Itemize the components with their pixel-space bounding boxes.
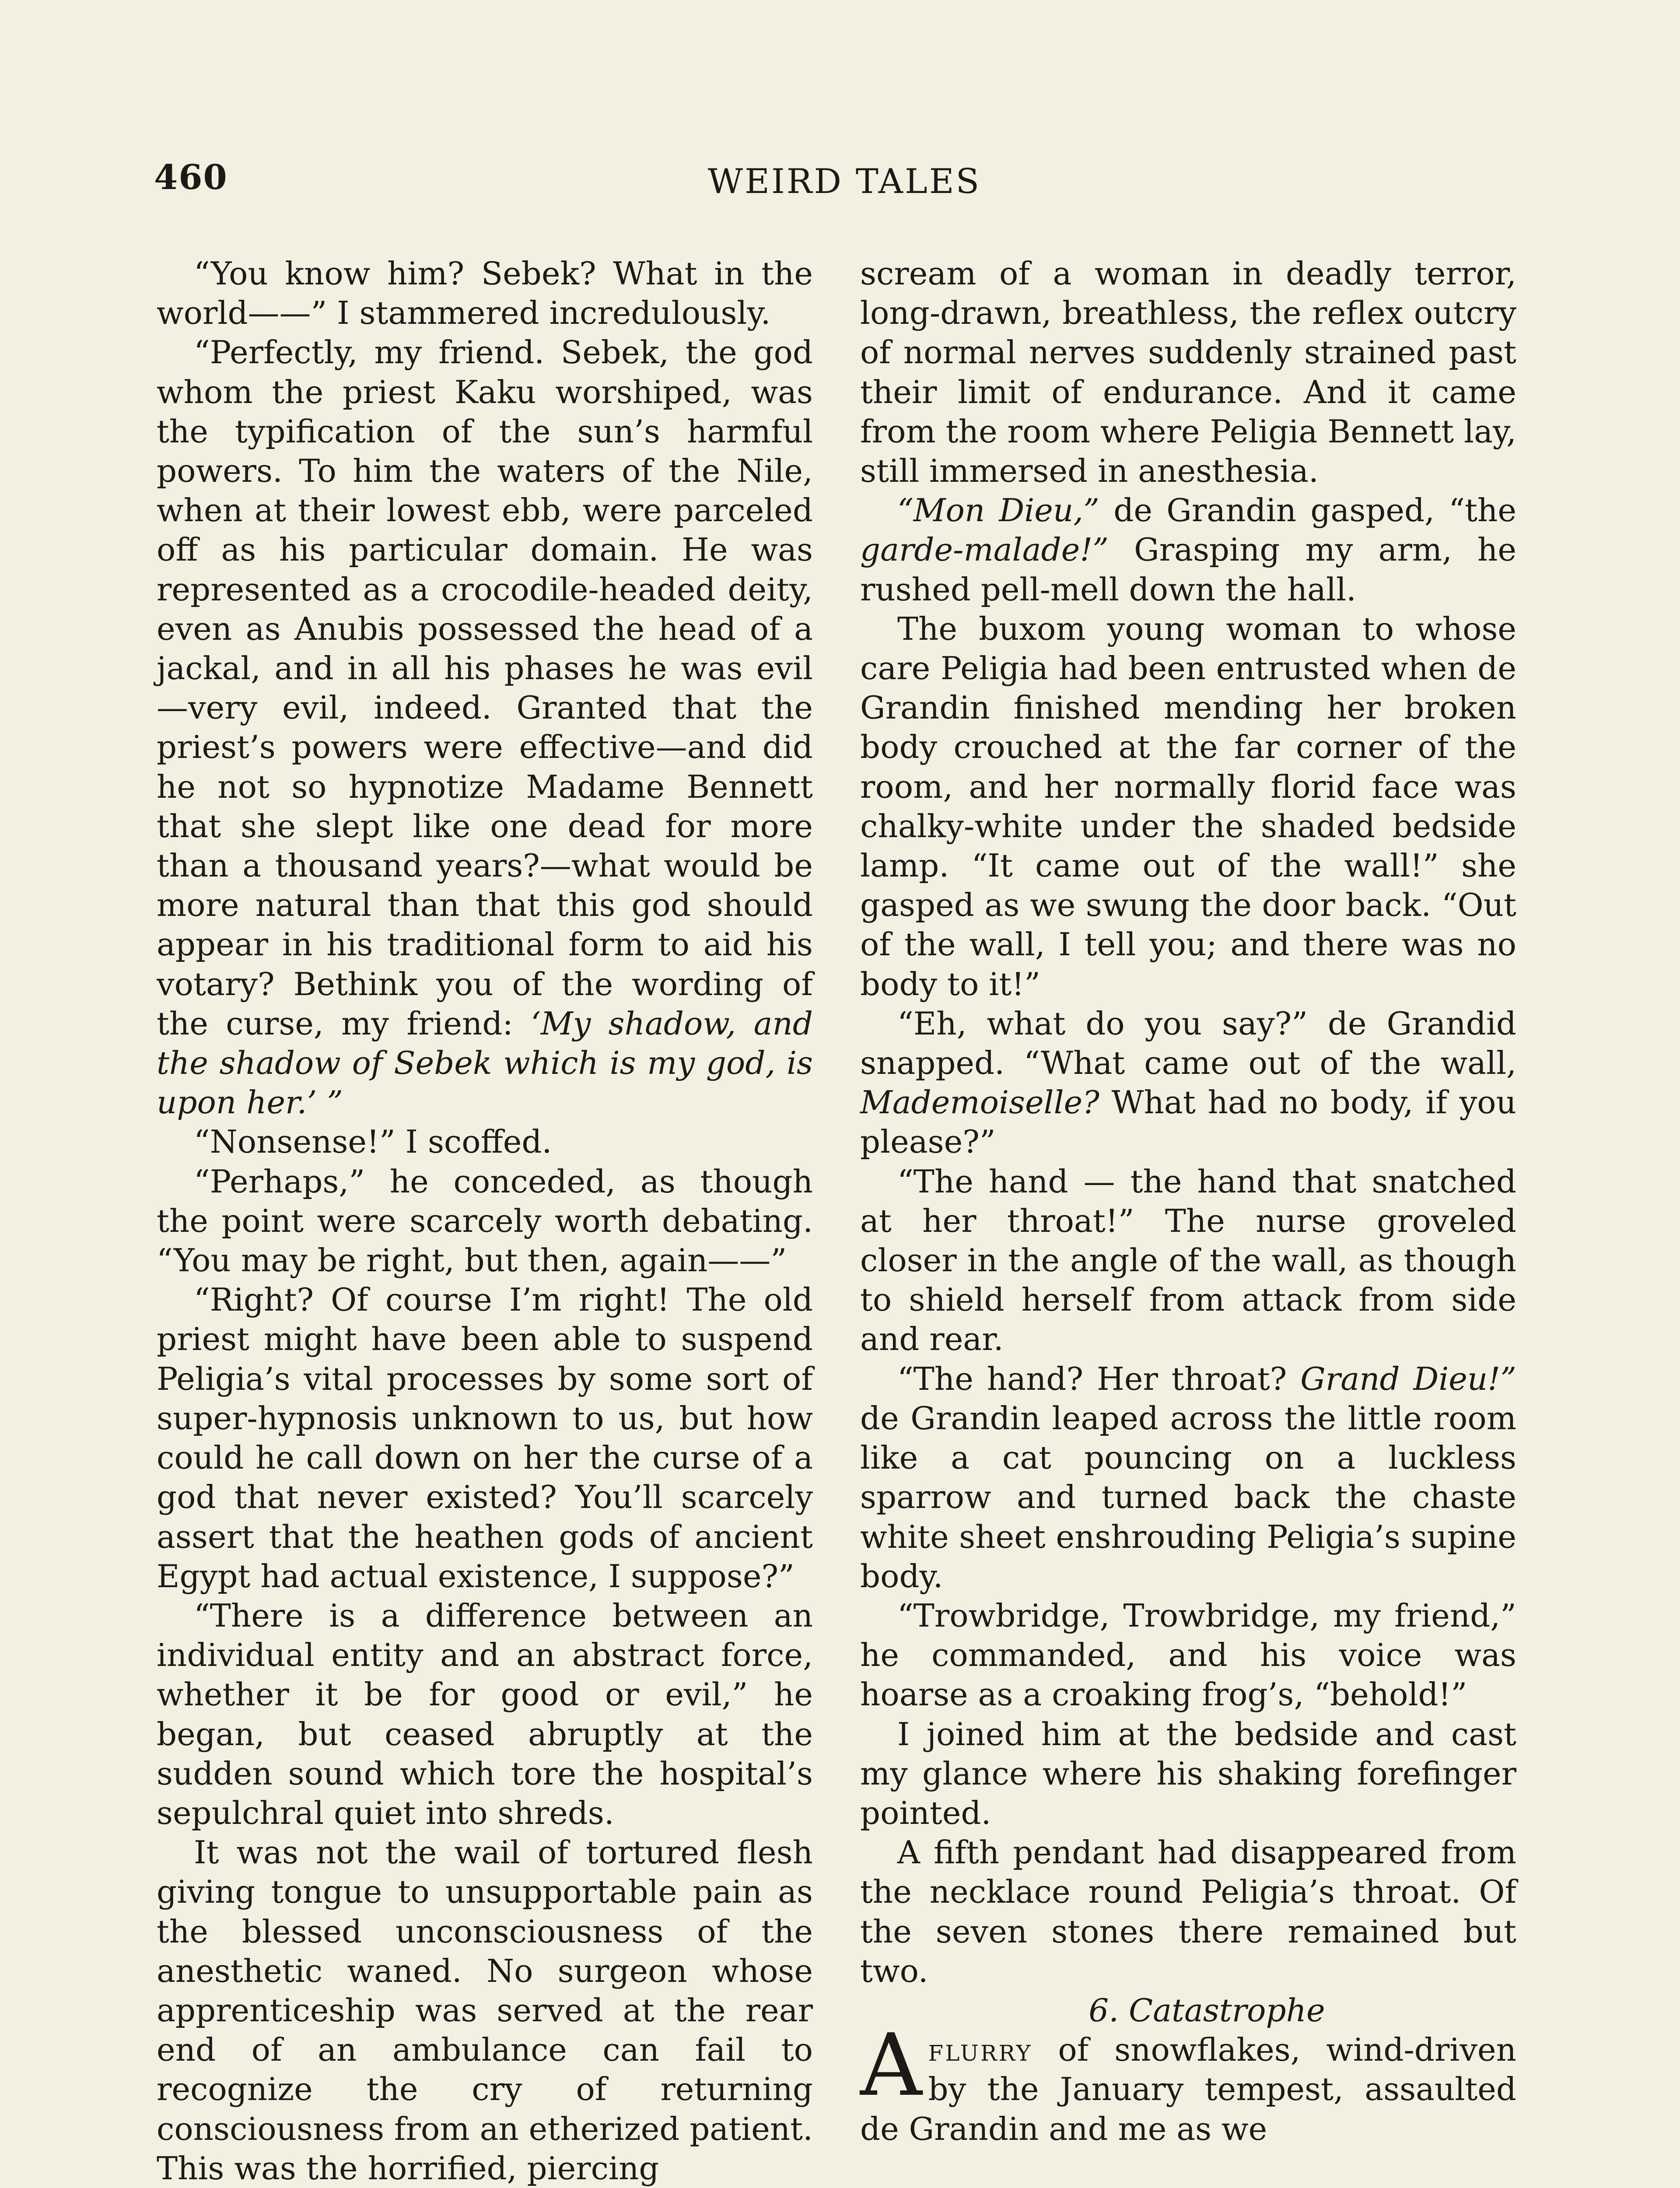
paragraph-text: “Perfectly, my friend. Sebek, the god whom the priest Kaku worshiped, was the typification of the sun’s harmful powers. To him the waters of the Nile, when at their lowest ebb, were parceled off as his particular domain. He was represented as a crocodile-headed deity, even as Anubis possessed the head of a jackal, and in all his phases he was evil—very evil, indeed. Granted that the priest’s powers were effective—and did he not so hypnotize Madame Bennett that she slept like one dead for more than a thousand years?—what would be more natural than that this god should appear in his traditional form to aid his votary? Bethink you of the wording of the curse, my friend: [157,334,813,1042]
paragraph [860,2016,1516,2149]
paragraph: scream of a woman in deadly terror, long-drawn, breathless, the reflex outcry of normal nerves suddenly strained past their limit of endurance. And it came from the room where Peligia Bennett lay, still immersed in anesthesia. [860,255,1516,490]
italic-phrase: “Mon Dieu,” [897,492,1099,529]
paragraph [860,491,1516,609]
section-heading: 6. Catastrophe [1088,1992,1325,2029]
paragraph-text: de Grandin gasped, “the [1099,492,1517,529]
paragraph: “Right? Of course I’m right! The old priest might have been able to suspend Peligia’s vital processes by some sort of super-hypnosis unknown to us, but how could he call down on her the curse of a god that never existed? You’ll scarcely assert that the heathen gods of ancient Egypt had actual existence, I suppose?” [157,1281,813,1595]
paragraph: “There is a difference between an individual entity and an abstract force, whether it be for good or evil,” he began, but ceased abruptly at the sudden sound which tore the hospital’s sepulchral quiet into shreds. [157,1597,813,1831]
paragraph-text: Grasping my arm, he rushed pell-mell down the hall. [860,531,1516,608]
page-number: 460 [154,158,228,197]
drop-cap: A [860,2016,922,2116]
paragraph [860,1359,1516,1596]
paragraph-text: of snowflakes, wind-driven by the January tempest, assaulted de Grandin and me as we [860,2031,1516,2147]
paragraph: “You know him? Sebek? What in the world——” I stammered incredulously. [157,255,813,332]
paragraph-text: “Eh, what do you say?” de Grandid snapped. “What came out of the wall, [860,1005,1516,1082]
small-caps-word: flurry [928,2031,1032,2069]
paragraph: “Trowbridge, Trowbridge, my friend,” he commanded, and his voice was hoarse as a croaking frog’s, “behold!” [860,1597,1516,1713]
right-column [860,254,1516,2149]
paragraph: A fifth pendant had disappeared from the necklace round Peligia’s throat. Of the seven stones there remained but two. [860,1834,1516,1989]
paragraph: It was not the wail of tortured flesh giving tongue to unsupportable pain as the blessed unconsciousness of the anesthetic waned. No surgeon whose apprenticeship was served at the rear end of an ambulance can fail to recognize the cry of returning consciousness from an etherized patient. This was the horrified, piercing [157,1834,813,2187]
paragraph [860,1004,1516,1162]
left-column [157,254,813,2188]
italic-phrase: Grand Dieu!” [1300,1360,1516,1397]
italic-phrase: Mademoiselle? [860,1084,1099,1121]
paragraph: I joined him at the bedside and cast my glance where his shaking forefinger pointed. [860,1715,1516,1831]
paragraph [157,333,813,1122]
curse-quote: ‘My shadow, and the shadow of Sebek which is my god, is upon her.’ ” [157,1005,813,1121]
paragraph: “The hand — the hand that snatched at her throat!” The nurse groveled closer in the angle of the wall, as though to shield herself from attack from side and rear. [860,1163,1516,1358]
paragraph: “Perhaps,” he conceded, as though the point were scarcely worth debating. “You may be right, but then, again——” [157,1163,813,1279]
italic-phrase: garde-malade!” [860,531,1109,568]
paragraph-text: What had no body, if you please?” [860,1084,1516,1161]
paragraph: The buxom young woman to whose care Peligia had been entrusted when de Grandin finished mending her broken body crouched at the far corner of the room, and her normally florid face was chalky-white under the shaded bedside lamp. “It came out of the wall!” she gasped as we swung the door back. “Out of the wall, I tell you; and there was no body to it!” [860,610,1516,1003]
paragraph-text: “The hand? Her throat? [897,1360,1301,1397]
paragraph: “Nonsense!” I scoffed. [194,1123,552,1161]
running-head: WEIRD TALES [707,162,981,201]
paragraph-text: de Grandin leaped across the little room like a cat pouncing on a luckless sparrow and turned back the chaste white sheet enshrouding Peligia’s supine body. [860,1399,1516,1595]
